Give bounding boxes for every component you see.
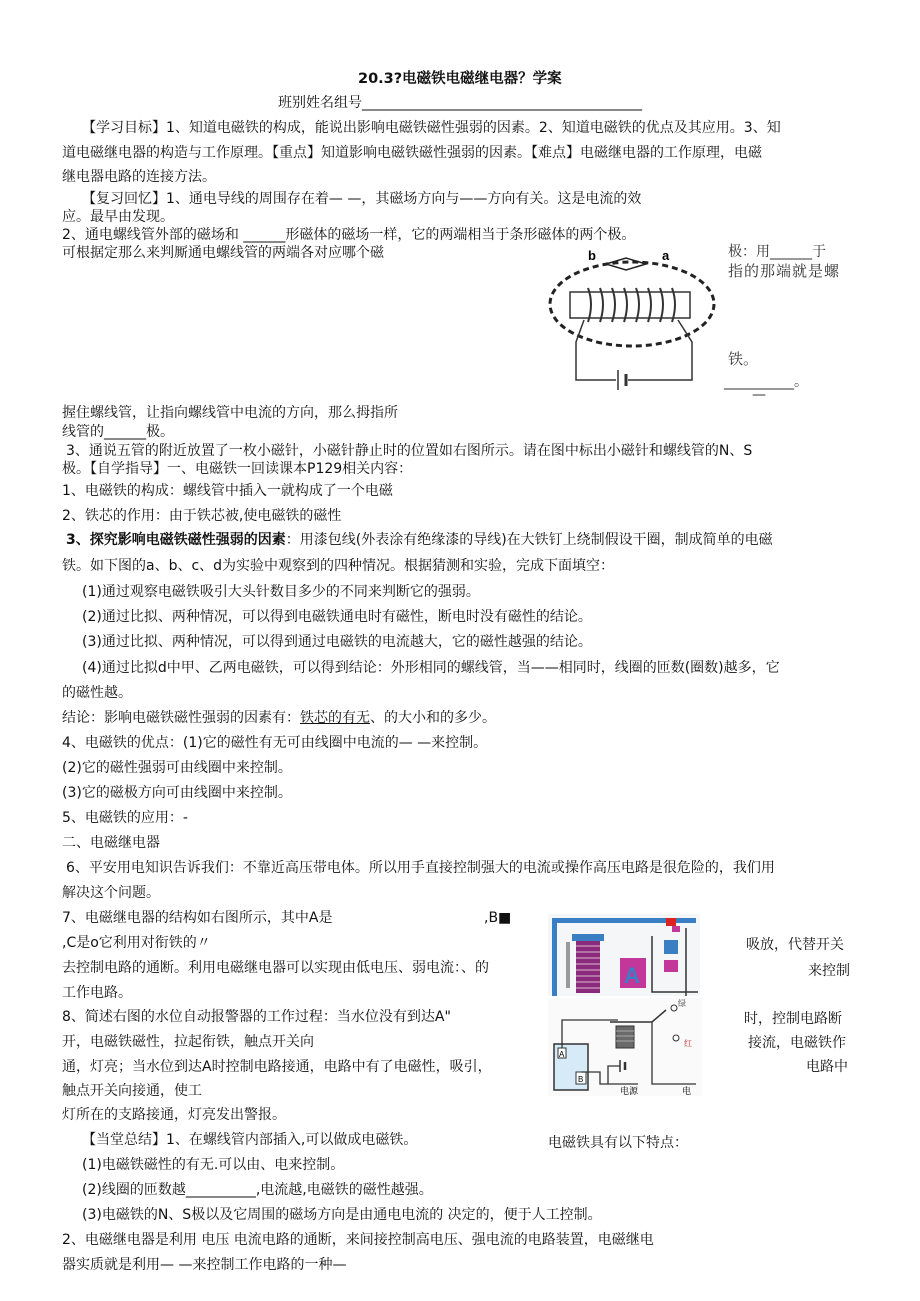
relay-8e: 灯所在的支路接通，灯亮发出警报。 bbox=[62, 1107, 286, 1123]
summary-1-right: 电磁铁具有以下特点： bbox=[548, 1135, 688, 1151]
relay-8c: 通，灯亮；当水位到达A时控制电路接通，电路中有了电磁性，吸引， bbox=[62, 1059, 492, 1075]
relay-8d: 触点开关向接通，使工 bbox=[62, 1083, 202, 1099]
goals-line-3: 继电器电路的连接方法。 bbox=[62, 169, 216, 185]
relay-7c: ,C是o它利用对衔铁的〃 bbox=[62, 935, 211, 951]
summary-6: 器实质就是利用— —来控制工作电路的一种— bbox=[62, 1257, 347, 1273]
point-4b: 的磁性越。 bbox=[62, 685, 132, 701]
review-side-4: __________。 bbox=[724, 374, 808, 390]
review-line-1: 【复习回忆】1、通电导线的周围存在着— —，其磁场方向与——方向有关。这是电流的效 bbox=[82, 191, 642, 207]
conclusion-underlined: 铁芯的有无 bbox=[300, 710, 370, 726]
review-line-6: 线管的______极。 bbox=[62, 424, 174, 440]
summary-3: (2)线圈的匝数越__________,电流越,电磁铁的磁性越强。 bbox=[82, 1182, 433, 1198]
conclusion-lead: 结论：影响电磁铁磁性强弱的因素有： bbox=[62, 710, 300, 726]
review-line-7: 3、通说五管的附近放置了一枚小磁针，小磁针静止时的位置如右图所示。请在图中标出小磁针和螺线管的N、S bbox=[66, 443, 753, 459]
conclusion bbox=[62, 709, 496, 727]
review-side-3: 铁。 bbox=[728, 350, 759, 368]
point-4: (4)通过比拟d中甲、乙两电磁铁，可以得到结论：外形相同的螺线管，当——相同时，线圈的匝数(圈数)越多，它 bbox=[82, 660, 780, 676]
self-study-1: 1、电磁铁的构成：螺线管中插入一就构成了一个电磁 bbox=[62, 483, 393, 499]
relay-8b: 开，电磁铁磁性，拉起衔铁，触点开关向 bbox=[62, 1034, 314, 1050]
summary-2: (1)电磁铁磁性的有无.可以由、电来控制。 bbox=[82, 1157, 345, 1173]
advantage-1: 4、电磁铁的优点：(1)它的磁性有无可由线圈中电流的— —来控制。 bbox=[62, 735, 488, 751]
relay-7e: 工作电路。 bbox=[62, 985, 132, 1001]
page-title: 20.3?电磁铁电磁继电器？学案 bbox=[358, 71, 562, 87]
alarm-label-red: 红 bbox=[684, 1039, 692, 1048]
advantage-3: (3)它的磁极方向可由线圈中来控制。 bbox=[62, 785, 292, 801]
alarm-label-b: B bbox=[578, 1075, 584, 1084]
water-alarm-figure bbox=[548, 998, 702, 1096]
self-study-3-text: ：用漆包线(外表涂有绝缘漆的导线)在大铁钉上绕制假设干圈，制成简单的电磁 bbox=[285, 532, 773, 548]
self-study-3b: 铁。如下图的a、b、c、d为实验中观察到的四种情况。根据猜测和实验，完成下面填空： bbox=[62, 558, 615, 574]
review-line-4: 可根据定那么来判厮通电螺线管的两端各对应哪个磁 bbox=[62, 245, 384, 261]
self-study-3-heading: 3、探究影响电磁铁磁性强弱的因素 bbox=[66, 532, 286, 548]
alarm-label-e: 电 bbox=[682, 1086, 692, 1096]
conclusion-rest: 、的大小和的多少。 bbox=[370, 710, 496, 726]
relay-6b: 解决这个问题。 bbox=[62, 885, 160, 901]
review-line-3: 2、通电螺线管外部的磁场和 ______形磁体的磁场一样，它的两端相当于条形磁体的两个极。 bbox=[62, 227, 636, 243]
relay-7a: 7、电磁继电器的结构如右图所示，其中A是 bbox=[62, 910, 333, 926]
point-1: (1)通过观察电磁铁吸引大头针数目多少的不同来判断它的强弱。 bbox=[82, 584, 480, 600]
self-study-2: 2、铁芯的作用：由于铁芯被,使电磁铁的磁性 bbox=[62, 508, 342, 524]
alarm-label-power: 电源 bbox=[620, 1086, 639, 1096]
review-side-1: 极：用______于 bbox=[728, 244, 826, 260]
relay-8c-right: 电路中 bbox=[806, 1059, 848, 1075]
solenoid-figure bbox=[544, 246, 720, 402]
relay-7d-right: 来控制 bbox=[808, 963, 850, 979]
relay-7d: 去控制电路的通断。利用电磁继电器可以实现由低电压、弱电流：、的 bbox=[62, 960, 489, 976]
goals-line-1: 【学习目标】1、知道电磁铁的构成，能说出影响电磁铁磁性强弱的因素。2、知道电磁铁的优点及其应用。3、知 bbox=[82, 120, 781, 136]
summary-5: 2、电磁继电器是利用 电压 电流电路的通断，来间接控制高电压、强电流的电路装置，电磁继电 bbox=[62, 1232, 654, 1248]
relay-8b-right: 接流，电磁铁作 bbox=[748, 1035, 846, 1051]
summary-1: 【当堂总结】1、在螺线管内部插入,可以做成电磁铁。 bbox=[82, 1132, 418, 1148]
relay-6a: 6、平安用电知识告诉我们：不靠近高压带电体。所以用手直接控制强大的电流或操作高压电路是很危险的，我们用 bbox=[66, 860, 775, 876]
relay-8a-right: 时，控制电路断 bbox=[744, 1011, 842, 1027]
point-3: (3)通过比拟、两种情况，可以得到通过电磁铁的电流越大，它的磁性越强的结论。 bbox=[82, 634, 592, 650]
summary-4: (3)电磁铁的N、S极以及它周围的磁场方向是由通电电流的 决定的，便于人工控制。 bbox=[82, 1207, 602, 1223]
relay-7c-right: 吸放，代替开关 bbox=[746, 937, 844, 953]
solenoid-label-a: a bbox=[662, 248, 670, 263]
point-2: (2)通过比拟、两种情况，可以得到电磁铁通电时有磁性，断电时没有磁性的结论。 bbox=[82, 609, 592, 625]
review-line-8: 极。【自学指导】一、电磁铁一回读课本P129相关内容： bbox=[62, 461, 413, 477]
application: 5、电磁铁的应用：- bbox=[62, 810, 188, 826]
student-info-line: 班别姓名组号________________________________________ bbox=[278, 95, 642, 111]
solenoid-label-b: b bbox=[588, 248, 596, 263]
relay-figure bbox=[548, 914, 700, 996]
review-side-5: — bbox=[752, 387, 766, 403]
alarm-label-a: A bbox=[559, 1050, 565, 1059]
relay-7b: ,B■ bbox=[484, 910, 512, 926]
relay-label-a: A bbox=[624, 963, 640, 988]
review-side-2: 指的那端就是螺 bbox=[728, 262, 841, 280]
review-line-5: 握住螺线管，让指向螺线管中电流的方向，那么拇指所 bbox=[62, 405, 398, 421]
review-line-2: 应。最早由发现。 bbox=[62, 209, 174, 225]
goals-line-2: 道电磁继电器的构造与工作原理。【重点】知道影响电磁铁磁性强弱的因素。【难点】电磁继电器的工作原理，电磁 bbox=[62, 145, 762, 161]
relay-heading: 二、电磁继电器 bbox=[62, 835, 160, 851]
relay-8a: 8、简述右图的水位自动报警器的工作过程：当水位没有到达A" bbox=[62, 1009, 451, 1025]
alarm-label-green: 绿 bbox=[678, 999, 686, 1008]
advantage-2: (2)它的磁性强弱可由线圈中来控制。 bbox=[62, 760, 292, 776]
self-study-3 bbox=[66, 531, 773, 549]
